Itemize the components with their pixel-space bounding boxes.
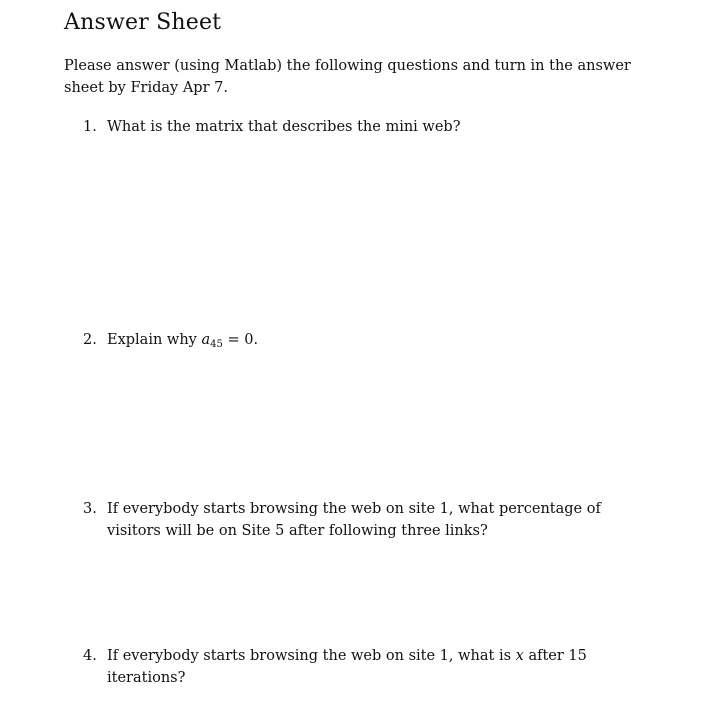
math-subscript: 45 bbox=[210, 339, 223, 350]
question-number: 3. bbox=[83, 501, 97, 517]
question-text-before: Explain why bbox=[107, 332, 197, 348]
question-4 bbox=[83, 645, 643, 689]
math-variable bbox=[201, 332, 222, 348]
question-3 bbox=[83, 498, 643, 542]
intro-paragraph: Please answer (using Matlab) the following questions and turn in the answer sheet by Friday Apr 7. bbox=[64, 58, 631, 96]
math-variable-name: a bbox=[201, 332, 211, 348]
question-2 bbox=[83, 329, 643, 356]
question-1 bbox=[83, 116, 643, 138]
question-text: If everybody starts browsing the web on site 1, what percentage of visitors will be on Site 5 after following three links? bbox=[107, 501, 601, 539]
question-text bbox=[107, 645, 643, 689]
question-text-before: If everybody starts browsing the web on site 1, what is bbox=[107, 648, 512, 664]
question-text bbox=[107, 329, 643, 356]
question-number: 1. bbox=[83, 119, 97, 135]
question-number: 4. bbox=[83, 648, 97, 664]
question-text: What is the matrix that describes the mini web? bbox=[107, 119, 461, 135]
question-number: 2. bbox=[83, 332, 97, 348]
question-text-after: after 15 iterations? bbox=[107, 648, 587, 686]
question-text-after: = 0. bbox=[227, 332, 259, 348]
math-variable: x bbox=[515, 648, 524, 664]
page-title: Answer Sheet bbox=[64, 10, 222, 35]
